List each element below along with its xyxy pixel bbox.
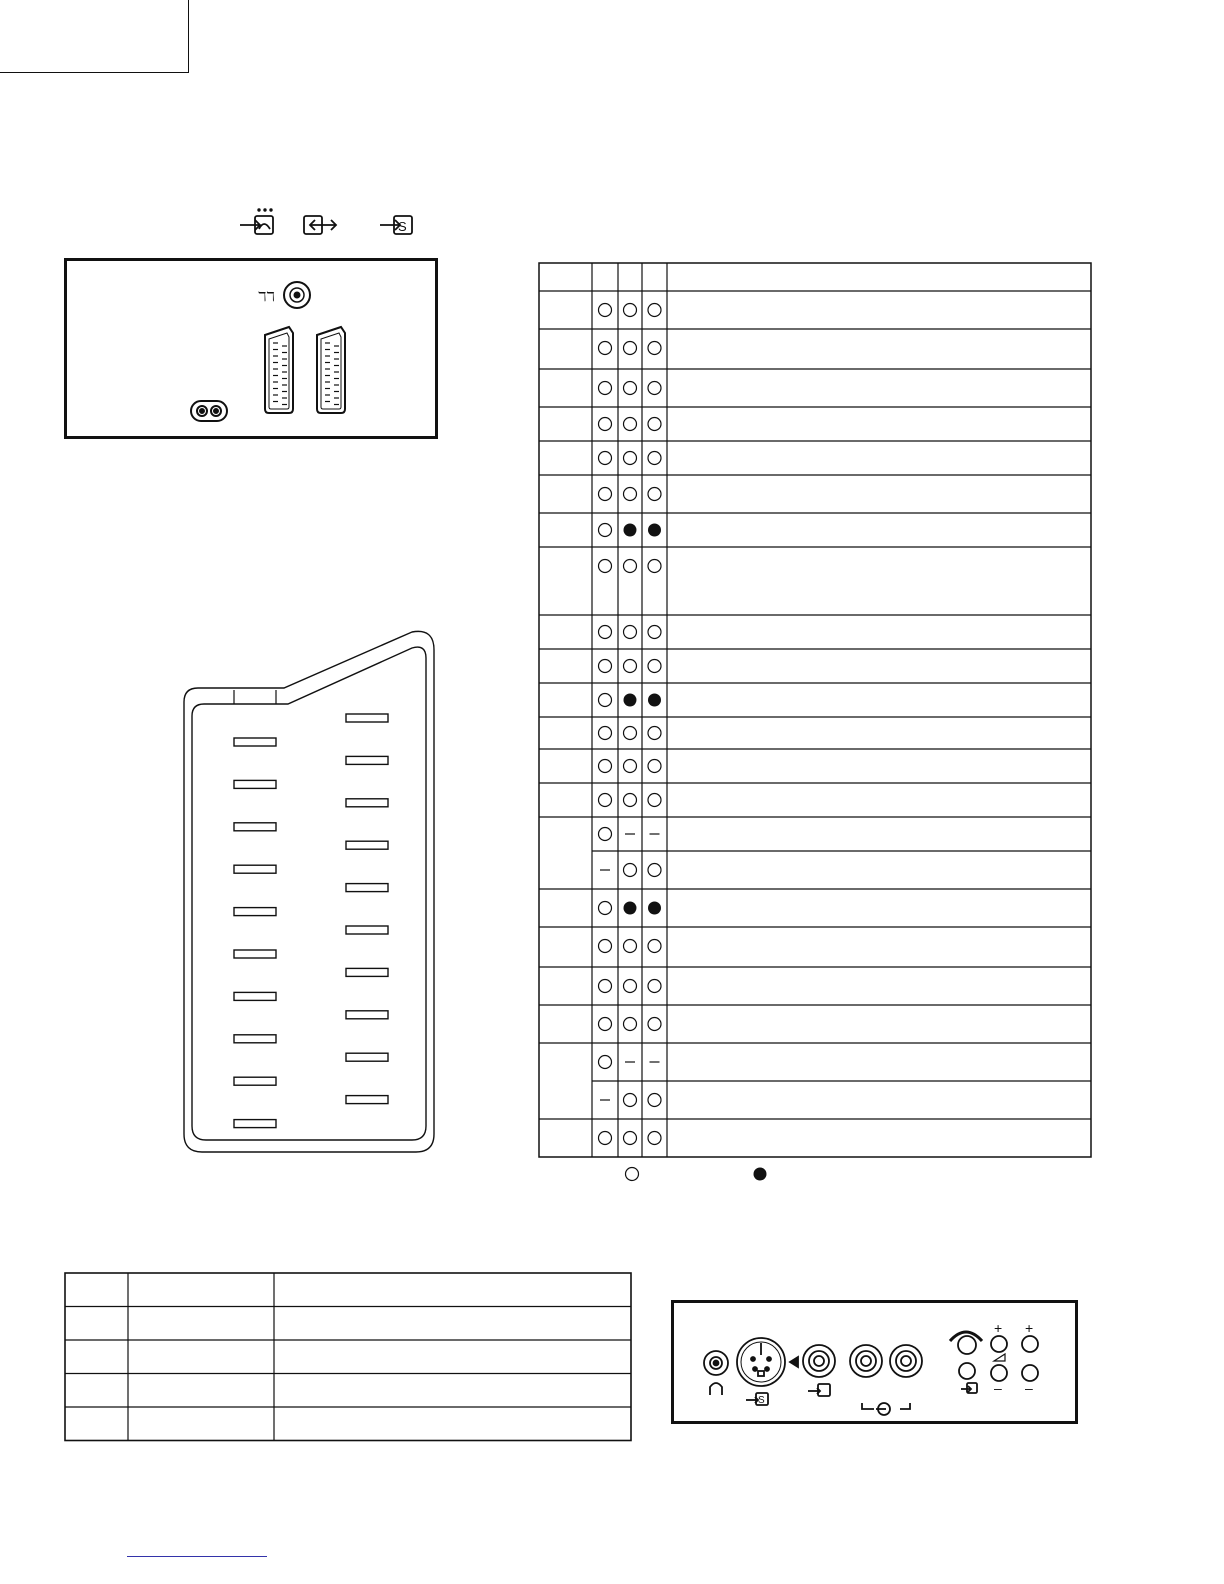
filled-circle-mark [648,524,661,537]
scart-pin [346,756,388,764]
open-circle-mark [648,727,661,740]
legend-open-circle [626,1168,639,1181]
scart-pin [234,780,276,788]
scart-pin [234,823,276,831]
scart-pin [234,1120,276,1128]
scart-pin [346,968,388,976]
open-circle-mark [599,828,612,841]
open-circle-mark [599,694,612,707]
connector-symbols [230,205,430,239]
scart-pin [346,1096,388,1104]
channel-plus-label: + [1025,1320,1034,1336]
open-circle-mark [648,342,661,355]
aerial-scart-icon [240,209,273,234]
scart-pin [234,865,276,873]
filled-circle-mark [624,694,637,707]
open-circle-mark [624,418,637,431]
open-circle-mark [599,560,612,573]
filled-circle-mark [648,694,661,707]
av-inout-icon [304,216,336,234]
open-circle-mark [648,940,661,953]
open-circle-mark [599,1132,612,1145]
svg-text:S: S [398,219,407,234]
scart-inner-outline [192,647,426,1140]
volume-minus-label: – [994,1380,1002,1396]
open-circle-mark [624,980,637,993]
svg-text:S: S [758,1395,765,1406]
video-in-icon [803,1345,835,1396]
open-circle-mark [624,1132,637,1145]
open-circle-mark [648,626,661,639]
headphone-icon [704,1351,728,1395]
open-circle-mark [599,452,612,465]
open-circle-mark [624,452,637,465]
scart-2-icon [317,327,345,413]
open-circle-mark [648,794,661,807]
open-circle-mark [648,1018,661,1031]
open-circle-mark [624,760,637,773]
open-circle-mark [599,980,612,993]
open-circle-mark [648,418,661,431]
open-circle-mark [648,660,661,673]
channel-down-button-icon [1022,1365,1038,1381]
scart-outer-outline [184,631,434,1152]
antenna-socket-icon [258,282,310,308]
filled-circle-mark [624,524,637,537]
open-circle-mark [648,864,661,877]
open-circle-mark [599,418,612,431]
scart-pin [346,1011,388,1019]
scart-pin [234,992,276,1000]
scart-1-icon [265,327,293,413]
table-frame [539,263,1091,1157]
open-circle-mark [648,452,661,465]
open-circle-mark [599,940,612,953]
front-panel [671,1300,1078,1424]
av-button-icon [959,1363,977,1393]
open-circle-mark [624,660,637,673]
open-circle-mark [648,488,661,501]
pin-function-table [538,262,1094,1162]
scart-pin [346,1053,388,1061]
open-circle-mark [624,794,637,807]
open-circle-mark [648,1094,661,1107]
open-circle-mark [599,727,612,740]
filled-circle-mark [648,902,661,915]
open-circle-mark [624,940,637,953]
open-circle-mark [599,342,612,355]
open-circle-mark [648,560,661,573]
open-circle-mark [648,304,661,317]
open-circle-mark [648,980,661,993]
channel-up-button-icon [1022,1336,1038,1352]
open-circle-mark [624,488,637,501]
scart-pin [346,884,388,892]
open-circle-mark [648,760,661,773]
open-circle-mark [599,1056,612,1069]
open-circle-mark [648,1132,661,1145]
audio-right-icon [862,1345,922,1415]
scart-pin [234,950,276,958]
open-circle-mark [599,382,612,395]
open-circle-mark [624,626,637,639]
open-circle-mark [599,760,612,773]
open-circle-mark [624,727,637,740]
open-circle-mark [599,524,612,537]
scart-pin [234,908,276,916]
scart-pin [234,1077,276,1085]
s-video-in-icon [380,216,412,234]
scart-pin [234,738,276,746]
open-circle-mark [599,794,612,807]
open-circle-mark [624,1018,637,1031]
open-circle-mark [599,902,612,915]
open-circle-mark [624,1094,637,1107]
bottom-table [64,1272,634,1444]
open-circle-mark [599,488,612,501]
audio-left-icon [850,1345,882,1377]
volume-knob-icon [950,1332,982,1354]
volume-down-button-icon [991,1354,1007,1381]
scart-pin [346,841,388,849]
open-circle-mark [624,342,637,355]
page-corner-frame [0,0,189,73]
open-circle-mark [599,660,612,673]
footer-link-underline [127,1556,267,1557]
svg-text:ℸℸ: ℸℸ [258,289,275,304]
scart-pin [234,1035,276,1043]
volume-up-button-icon [991,1336,1007,1352]
s-video-socket-icon [737,1338,798,1406]
bottom-table-frame [65,1273,631,1441]
open-circle-mark [648,382,661,395]
open-circle-mark [624,864,637,877]
scart-pin [346,799,388,807]
scart-pin [346,714,388,722]
volume-plus-label: + [994,1320,1003,1336]
scart-pin [346,926,388,934]
filled-circle-mark [624,902,637,915]
channel-minus-label: – [1025,1380,1033,1396]
legend-filled-circle [754,1168,767,1181]
scart-connector-diagram [180,628,440,1156]
open-circle-mark [599,626,612,639]
open-circle-mark [624,304,637,317]
open-circle-mark [599,304,612,317]
rear-panel [64,258,438,439]
open-circle-mark [624,560,637,573]
speaker-terminal-icon [191,401,227,421]
open-circle-mark [599,1018,612,1031]
open-circle-mark [624,382,637,395]
table-legend [620,1164,780,1186]
